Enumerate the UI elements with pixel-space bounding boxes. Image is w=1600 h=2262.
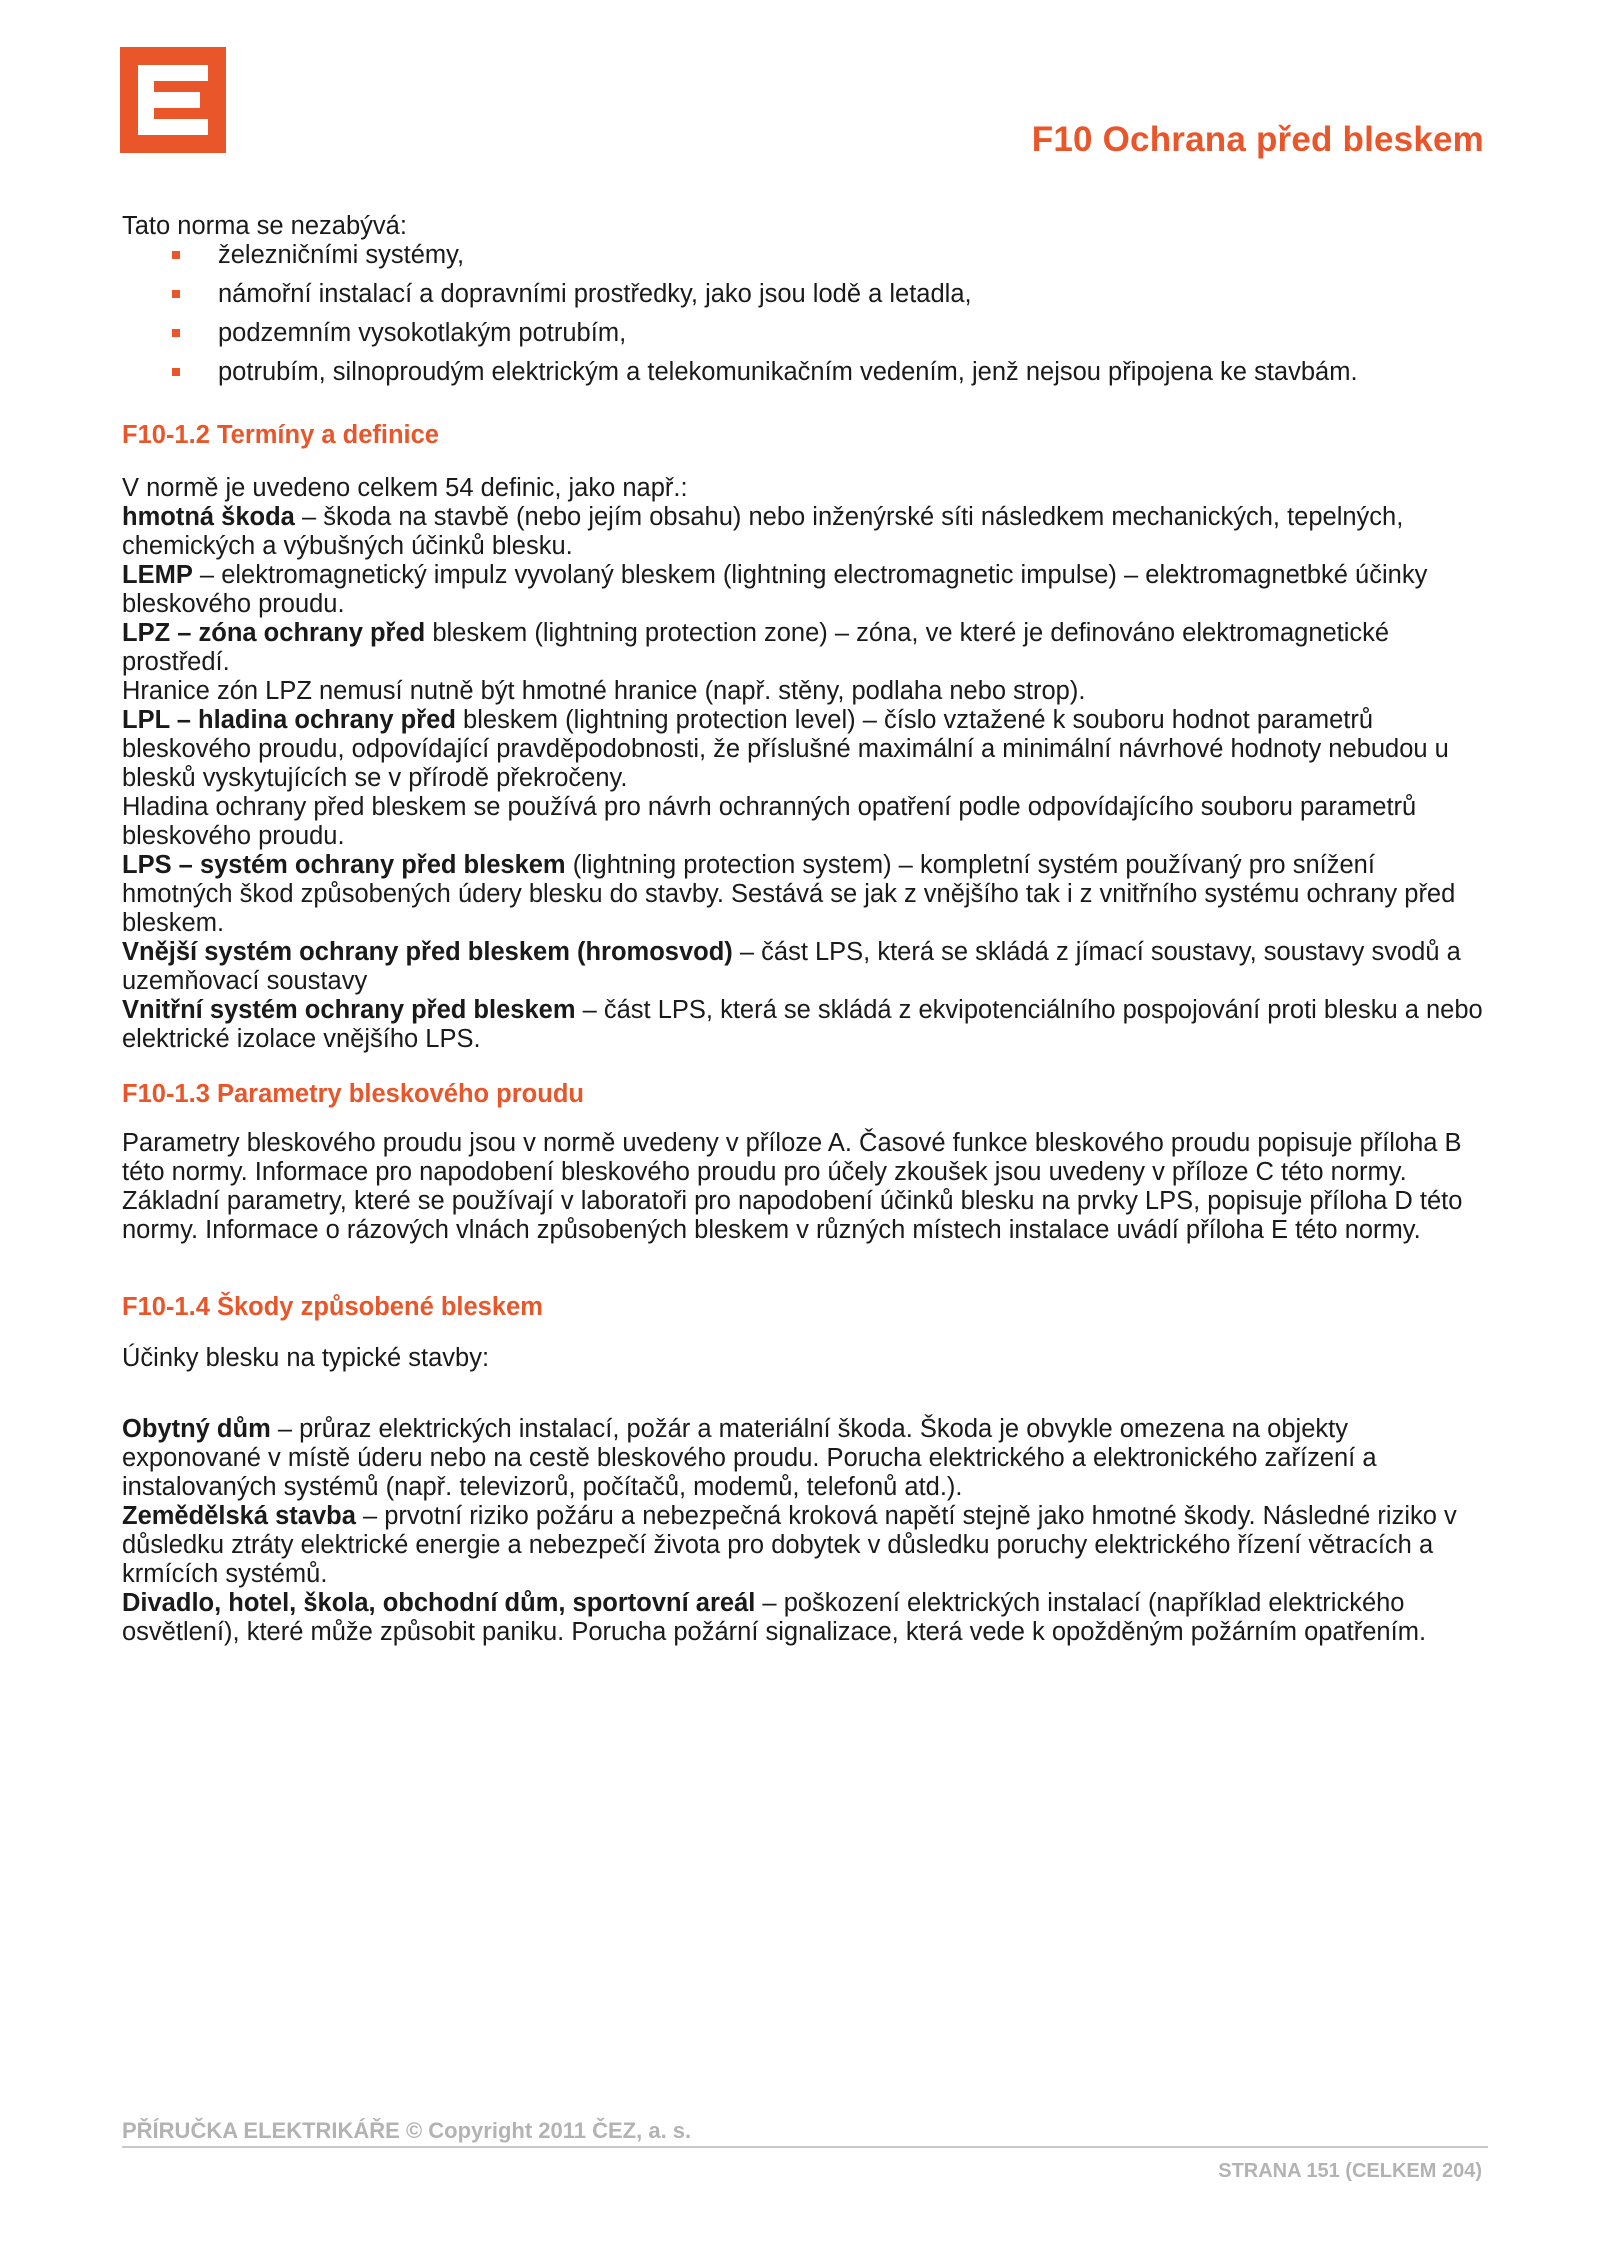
- footer-copyright: PŘÍRUČKA ELEKTRIKÁŘE © Copyright 2011 ČEZ, a. s.: [122, 2118, 692, 2143]
- section-intro: Účinky blesku na typické stavby:: [122, 1344, 490, 1372]
- section-intro: V normě je uvedeno celkem 54 definic, jako např.:: [122, 474, 688, 502]
- page-number: STRANA 151 (CELKEM 204): [1218, 2160, 1482, 2182]
- page-title: F10 Ochrana před bleskem: [1031, 120, 1484, 159]
- definition: LPS – systém ochrany před bleskem (lightning protection system) – kompletní systém používaný pro snížení hmotných škod způsobených údery blesku do stavby. Sestává se jak z vnějšího tak i z vnitřního systému ochrany před bleskem.: [122, 851, 1456, 937]
- definition: LEMP – elektromagnetický impulz vyvolaný bleskem (lightning electromagnetic impulse) – elektromagnetbké účinky bleskového proudu.: [122, 561, 1428, 618]
- document-body: [122, 212, 1488, 1647]
- section-heading: F10-1.2 Termíny a definice: [122, 421, 439, 449]
- footer-divider: [122, 2146, 1488, 2148]
- definition: hmotná škoda – škoda na stavbě (nebo jejím obsahu) nebo inženýrské síti následkem mechanických, tepelných, chemických a výbušných účinků blesku.: [122, 503, 1404, 560]
- intro-text: Tato norma se nezabývá:: [122, 212, 407, 240]
- damage-item: Obytný dům – průraz elektrických instalací, požár a materiální škoda. Škoda je obvykle omezena na objekty exponované v místě úderu nebo na cestě bleskového proudu. Porucha elektrického a elektronického zařízení a instalovaných systémů (např. televizorů, počítačů, modemů, telefonů atd.).: [122, 1415, 1377, 1501]
- definition: LPL – hladina ochrany před bleskem (lightning protection level) – číslo vztažené k souboru hodnot parametrů bleskového proudu, odpovídající pravděpodobnosti, že příslušné maximální a minimální návrhové hodnoty nebudou u blesků vyskytujících se v přírodě překročeny.: [122, 706, 1449, 792]
- section-heading: F10-1.3 Parametry bleskového proudu: [122, 1080, 584, 1108]
- section-text: Parametry bleskového proudu jsou v normě uvedeny v příloze A. Časové funkce bleskového proudu popisuje příloha B této normy. Informace pro napodobení bleskového proudu pro účely zkoušek jsou uvedeny v příloze C této normy. Základní parametry, které se používají v laboratoři pro napodobení účinků blesku na prvky LPS, popisuje příloha D této normy. Informace o rázových vlnách způsobených bleskem v různých místech instalace uvádí příloha E této normy.: [122, 1129, 1463, 1244]
- definition-note: Hranice zón LPZ nemusí nutně být hmotné hranice (např. stěny, podlaha nebo strop).: [122, 677, 1086, 705]
- definition: Vnitřní systém ochrany před bleskem – část LPS, která se skládá z ekvipotenciálního pospojování proti blesku a nebo elektrické izolace vnějšího LPS.: [122, 996, 1483, 1053]
- definition-note: Hladina ochrany před bleskem se používá pro návrh ochranných opatření podle odpovídajícího souboru parametrů bleskového proudu.: [122, 793, 1417, 850]
- bullet-icon: [172, 290, 180, 298]
- bullet-icon: [172, 329, 180, 337]
- damage-item: Divadlo, hotel, škola, obchodní dům, sportovní areál – poškození elektrických instalací (například elektrického osvětlení), které může způsobit paniku. Porucha požární signalizace, která vede k opožděným požárním opatřením.: [122, 1589, 1427, 1646]
- list-item: potrubím, silnoproudým elektrickým a telekomunikačním vedením, jenž nejsou připojena ke stavbám.: [172, 358, 1488, 387]
- bullet-icon: [172, 251, 180, 259]
- definition: Vnější systém ochrany před bleskem (hromosvod) – část LPS, která se skládá z jímací soustavy, soustavy svodů a uzemňovací soustavy: [122, 938, 1461, 995]
- bullet-list: [172, 241, 1488, 387]
- damage-item: Zemědělská stavba – prvotní riziko požáru a nebezpečná kroková napětí stejně jako hmotné škody. Následné riziko v důsledku ztráty elektrické energie a nebezpečí života pro dobytek v důsledku poruchy elektrického řízení větracích a krmících systémů.: [122, 1502, 1457, 1588]
- list-item: námořní instalací a dopravními prostředky, jako jsou lodě a letadla,: [172, 280, 1488, 309]
- list-item: železničními systémy,: [172, 241, 1488, 270]
- bullet-icon: [172, 368, 180, 376]
- list-item: podzemním vysokotlakým potrubím,: [172, 319, 1488, 348]
- section-heading: F10-1.4 Škody způsobené bleskem: [122, 1293, 543, 1321]
- cez-logo: [120, 47, 226, 153]
- definition: LPZ – zóna ochrany před bleskem (lightning protection zone) – zóna, ve které je definováno elektromagnetické prostředí.: [122, 619, 1390, 676]
